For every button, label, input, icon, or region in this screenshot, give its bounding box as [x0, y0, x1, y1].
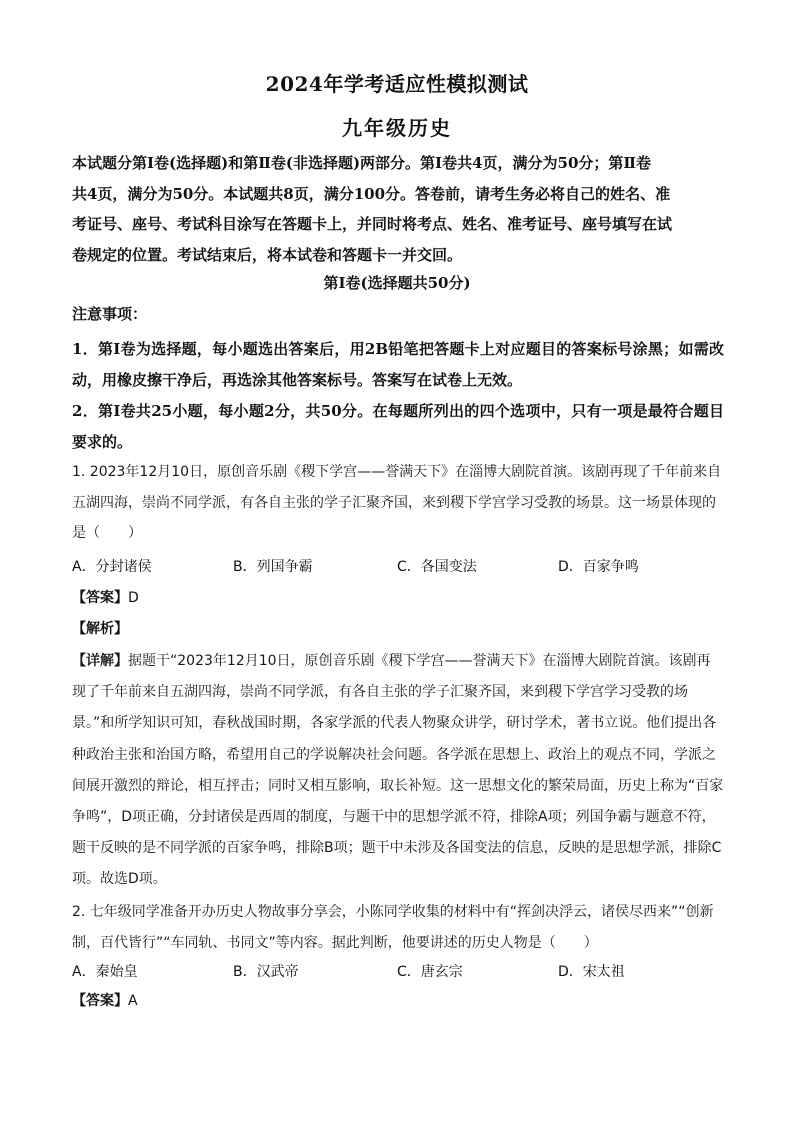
answer-value: D [128, 590, 139, 606]
answer-value: A [128, 993, 138, 1009]
instruction-line: 共4页，满分为50分。本试题共8页，满分100分。答卷前，请考生务必将自己的姓名、准 [72, 184, 671, 203]
detail-label: 【详解】 [72, 653, 128, 669]
notice-title: 注意事项： [72, 305, 148, 323]
option-d: D．百家争鸣 [558, 559, 639, 575]
notice-item-1: 1．第Ⅰ卷为选择题，每小题选出答案后，用2B铅笔把答题卡上对应题目的答案标号涂黑；如需改动，用橡皮擦干净后，再选涂其他答案标号。答案写在试卷上无效。 [72, 340, 724, 389]
option-c: C．各国变法 [397, 559, 477, 575]
option-b: B．列国争霸 [233, 559, 313, 575]
subject-title: 九年级历史 [342, 116, 452, 140]
instruction-line: 考证号、座号、考试科目涂写在答题卡上，并同时将考点、姓名、准考证号、座号填写在试 [72, 215, 673, 233]
question-2-stem: 2. 七年级同学准备开办历史人物故事分享会，小陈同学收集的材料中有“挥剑决浮云，诸侯尽西来”“创新制，百代皆行”“车同轨、书同文”等内容。据此判断，他要讲述的历史人物是（ ） [72, 904, 714, 951]
question-2-options [72, 961, 724, 987]
option-a: A．秦始皇 [72, 964, 138, 980]
instruction-line: 卷规定的位置。考试结束后，将本试卷和答题卡一并交回。 [72, 245, 463, 264]
question-2-answer [72, 990, 138, 1010]
analysis-label [72, 618, 128, 638]
option-b: B．汉武帝 [233, 964, 299, 980]
option-c: C．唐玄宗 [397, 964, 463, 980]
section-title: 第Ⅰ卷(选择题共50分) [323, 274, 471, 292]
instruction-line: 本试题分第Ⅰ卷(选择题)和第Ⅱ卷(非选择题)两部分。第Ⅰ卷共4页，满分为50分；第Ⅱ卷 [72, 154, 652, 172]
analysis-label-text: 【解析】 [72, 621, 128, 637]
answer-label: 【答案】 [72, 993, 128, 1009]
question-1-answer [72, 587, 139, 607]
answer-label: 【答案】 [72, 590, 128, 606]
question-1-detail [72, 646, 724, 896]
option-a: A．分封诸侯 [72, 559, 152, 575]
exam-instructions [72, 148, 724, 270]
detail-text: 据题干“2023年12月10日，原创音乐剧《稷下学宫——誉满天下》在淄博大剧院首演。该剧再现了千年前来自五湖四海，崇尚不同学派，有各自主张的学子汇聚齐国，来到稷下学宫学习受教的场景。”和所学知识可知，春秋战国时期，各家学派的代表人物聚众讲学，研讨学术，著书立说。他们提出各种政治主张和治国方略，希望用自己的学说解决社会问题。各学派在思想上、政治上的观点不同，学派之间展开激烈的辩论，相互抨击；同时又相互影响，取长补短。这一思想文化的繁荣局面，历史上称为“百家争鸣”，D项正确，分封诸侯是西周的制度，与题干中的思想学派不符，排除A项；列国争霸与题意不符，题干反映的是不同学派的百家争鸣，排除B项；题干中未涉及各国变法的信息，反映的是思想学派，排除C项。故选D项。 [72, 653, 724, 888]
question-1-stem: 1. 2023年12月10日，原创音乐剧《稷下学宫——誉满天下》在淄博大剧院首演。该剧再现了千年前来自五湖四海，崇尚不同学派，有各自主张的学子汇聚齐国，来到稷下学宫学习受教的场景。这一场景体现的是（ ） [72, 464, 722, 542]
exam-title: 2024年学考适应性模拟测试 [265, 72, 529, 96]
question-1-options [72, 556, 724, 582]
notice-item-2: 2．第Ⅰ卷共25小题，每小题2分，共50分。在每题所列出的四个选项中，只有一项是最符合题目要求的。 [72, 402, 724, 451]
option-d: D．宋太祖 [558, 964, 625, 980]
